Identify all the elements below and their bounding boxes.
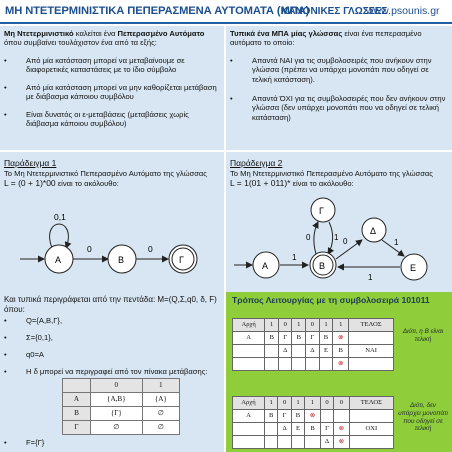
run-row <box>233 345 394 358</box>
intro-bold: Μη Ντετερμινιστικό <box>4 29 74 38</box>
item-text: q0=A <box>26 350 44 359</box>
edge-label: 0 <box>343 237 348 246</box>
transition-edge <box>336 240 362 259</box>
row-state: Α <box>63 393 91 407</box>
item-text: F={Γ} <box>26 438 45 447</box>
run-cell <box>349 410 393 423</box>
run-cell <box>349 436 393 449</box>
table-row <box>63 407 180 421</box>
table-cell: {Α,Β} <box>91 393 143 407</box>
run-header: 0 <box>279 319 292 332</box>
table-cell: ∅ <box>142 421 179 435</box>
example2-line: Το Μη Ντετερμινιστικό Πεπερασμένο Αυτόματο της γλώσσας <box>230 169 433 178</box>
row-state: Β <box>63 407 91 421</box>
bullet-text: Από μία κατάσταση μπορεί να μην καθορίζεται μετάβαση με διάβασμα κάποιου συμβόλου <box>26 83 217 102</box>
run-row <box>233 332 394 345</box>
intro-mid: καλείται ένα <box>73 29 118 38</box>
table-corner <box>63 379 91 393</box>
loop-edge <box>50 224 69 248</box>
bullet-text: Είναι δυνατός οι ε-μεταβάσεις (μεταβάσεις χωρίς διάβασμα κάποιου συμβόλου) <box>26 110 189 129</box>
example1-language <box>4 178 119 188</box>
edge-label: 1 <box>394 238 399 247</box>
language-end: είναι το ακόλουθο: <box>55 179 119 188</box>
run-cell <box>265 358 279 371</box>
run-header: Αρχή <box>233 319 265 332</box>
run-cell <box>233 345 265 358</box>
run-cell: Γ <box>306 332 319 345</box>
run-cell <box>264 423 278 436</box>
operation-title: Τρόπος Λειτουργίας με τη συμβολοσειρά 101011 <box>232 295 430 305</box>
state-label: Α <box>55 255 62 265</box>
table-header: 0 <box>91 379 143 393</box>
edge-label: 0 <box>87 244 92 254</box>
definition-intro <box>4 29 220 48</box>
item-text: Q={A,B,Γ}, <box>26 316 63 325</box>
edge-label: 1 <box>334 233 339 242</box>
run-header-row <box>233 319 394 332</box>
run-cell: Δ <box>279 345 292 358</box>
run-cell <box>306 358 319 371</box>
state-label: Γ <box>179 255 184 265</box>
example2-title: Παράδειγμα 2 <box>230 158 283 168</box>
run-cell <box>265 345 279 358</box>
run-cell <box>292 358 306 371</box>
bullet-text: Από μία κατάσταση μπορεί να μεταβαίνουμε σε διαφορετικές καταστάσεις με το ίδιο σύμβολο <box>26 56 185 75</box>
run-header: 1 <box>333 319 349 332</box>
run-row <box>233 423 394 436</box>
run-header: 1 <box>305 397 321 410</box>
table-cell: ∅ <box>142 407 179 421</box>
run-row <box>233 358 394 371</box>
state-label: Β <box>319 261 326 271</box>
run-header: 1 <box>291 397 305 410</box>
table-cell: {Α} <box>142 393 179 407</box>
example1-line: Το Μη Ντετερμινιστικό Πεπερασμένο Αυτόματο της γλώσσας <box>4 169 207 178</box>
intro-bold: Τυπικά ένα ΜΠΑ μίας γλώσσας <box>230 29 343 38</box>
page-header <box>0 0 452 24</box>
run-cell <box>349 358 394 371</box>
run-result: ΝΑΙ <box>349 345 394 358</box>
edge-label: 1 <box>292 253 297 262</box>
example1-title: Παράδειγμα 1 <box>4 158 57 168</box>
run-cell: ⊗ <box>334 423 350 436</box>
run-cell: Δ <box>278 423 291 436</box>
run-header: 1 <box>264 397 278 410</box>
run-cell <box>305 436 321 449</box>
run-cell: Β <box>305 423 321 436</box>
run-header: 1 <box>292 319 306 332</box>
definition-panel: Μη Ντετερμινιστικό καλείται ένα Πεπερασμένο Αυτόματο όπου συμβαίνει τουλάχιστον ένα από τα εξής: • Από μία κατάσταση μπορεί να μεταβαίνουμε σε διαφορετικές καταστάσεις με το ίδιο σύμβολο • Από μία κατάσταση μπορεί να μην καθορίζεται μετάβαση με διάβασμα κάποιου συμβόλου • Είναι δυνατός οι ε-μεταβάσεις (μεταβάσεις χωρίς διάβασμα κάποιου συμβόλου) <box>0 26 224 150</box>
run-cell: Α <box>233 410 265 423</box>
example2-panel <box>226 152 452 292</box>
page-title: ΜΗ ΝΤΕΤΕΡΜΙΝΙΣΤΙΚΑ ΠΕΠΕΡΑΣΜΕΝΑ ΑΥΤΟΜΑΤΑ (ΜΠΑ) <box>5 5 310 17</box>
run-cell: ⊗ <box>333 332 349 345</box>
run-header: 0 <box>334 397 350 410</box>
run-header: 1 <box>319 319 333 332</box>
run-cell <box>291 436 305 449</box>
edge-label: 0,1 <box>54 212 66 222</box>
run-header: 1 <box>265 319 279 332</box>
run-cell: Β <box>291 410 305 423</box>
transition-edge <box>314 222 318 254</box>
run-cell <box>279 358 292 371</box>
run-header: Αρχή <box>233 397 265 410</box>
run-explanation: Διότι, η Β είναι τελική <box>402 328 444 343</box>
run-cell <box>233 423 265 436</box>
run-cell: Ε <box>319 345 333 358</box>
run-cell: Α <box>233 332 265 345</box>
language-expr: L = (0 + 1)*00 <box>4 178 56 188</box>
run-cell: Β <box>333 345 349 358</box>
intro-bold2: Πεπερασμένο Αυτόματο <box>117 29 205 38</box>
run-cell: ⊗ <box>333 358 349 371</box>
language-end: είναι το ακόλουθο: <box>290 179 354 188</box>
run-cell: Β <box>265 332 279 345</box>
row-state: Γ <box>63 421 91 435</box>
run-header: 0 <box>320 397 333 410</box>
run-cell: ⊗ <box>334 436 350 449</box>
state-label: Γ <box>319 206 324 216</box>
run-cell: ⊗ <box>305 410 321 423</box>
bullet-text: Απαντά ΌΧΙ για τις συμβολοσειρές που δεν ανήκουν στην γλώσσα (δεν υπάρχει μονοπάτι που να οδηγεί σε τελική κατάσταση) <box>252 94 446 122</box>
operation-panel <box>226 292 452 452</box>
table-cell: ∅ <box>91 421 143 435</box>
transition-edge <box>382 240 404 256</box>
run-header-row <box>233 397 394 410</box>
table-header: 1 <box>142 379 179 393</box>
run-cell: Β <box>319 332 333 345</box>
run-cell <box>233 436 265 449</box>
item-text: Η δ μπορεί να περιγραφεί από τον πίνακα μετάβασης: <box>26 367 208 376</box>
bullet-text: Απαντά ΝΑΙ για τις συμβολοσειρές που ανήκουν στην γλώσσα (πρέπει να υπάρχει μονοπάτι που οδηγεί σε τελική κατάσταση). <box>252 56 432 84</box>
run-cell <box>319 358 333 371</box>
run-cell <box>278 436 291 449</box>
run-explanation: Διότι, δεν υπάρχει μονοπάτι που οδηγεί σε τελική <box>398 402 448 433</box>
run-row <box>233 436 394 449</box>
edge-label: 1 <box>368 273 373 282</box>
example1-panel: Παράδειγμα 1 Το Μη Ντετερμινιστικό Πεπερασμένο Αυτόματο της γλώσσας L = (0 + 1)*00 είναι το ακόλουθο: Α Β Γ 0,1 0 0 Και τυπικά περιγράφεται από την πεντάδα: M=(Q,Σ,q0, δ, F) όπου: • Q={A,B,Γ}, • Σ={0,1}, • q0=A • Η δ μπορεί να περιγραφεί από τον πίνακα μετάβασης: 0 1 Α {Α,Β} {Α} Β {Γ} ∅ Γ ∅ ∅ • F={Γ} <box>0 152 224 452</box>
run-cell: Γ <box>320 423 333 436</box>
run-cell <box>292 345 306 358</box>
nfa-intro <box>230 29 446 48</box>
language-expr: L = 1(01 + 011)* <box>230 178 291 188</box>
run-cell <box>233 358 265 371</box>
run-cell <box>334 410 350 423</box>
run-cell: Γ <box>278 410 291 423</box>
run-header: 0 <box>278 397 291 410</box>
site-link[interactable]: www.psounis.gr <box>366 5 440 17</box>
run-header: 0 <box>306 319 319 332</box>
item-text: Σ={0,1}, <box>26 333 53 342</box>
run-cell: Β <box>264 410 278 423</box>
table-row <box>63 421 180 435</box>
table-row <box>63 393 180 407</box>
state-label: Α <box>262 261 269 271</box>
intro-end: όπου συμβαίνει τουλάχιστον ένα από τα εξής: <box>4 38 157 48</box>
edge-label: 0 <box>148 244 153 254</box>
run-header: ΤΕΛΟΣ <box>349 397 393 410</box>
example1-desc: Και τυπικά περιγράφεται από την πεντάδα: M=(Q,Σ,q0, δ, F) όπου: <box>4 295 217 314</box>
run-row <box>233 410 394 423</box>
run-cell: Δ <box>320 436 333 449</box>
table-cell: {Γ} <box>91 407 143 421</box>
transition-edge <box>328 222 333 254</box>
example2-language <box>230 178 354 188</box>
run-cell <box>264 436 278 449</box>
run-cell <box>320 410 333 423</box>
example1-automaton <box>0 188 224 288</box>
run-cell: Ε <box>291 423 305 436</box>
example2-automaton <box>226 188 452 292</box>
run-table-reject <box>232 396 394 449</box>
intro-end: είναι ένα πεπερασμένο αυτόματο το οποίο: <box>230 29 422 48</box>
run-cell: Β <box>292 332 306 345</box>
state-label: Ε <box>410 263 417 273</box>
run-cell <box>349 332 394 345</box>
transition-table <box>62 378 180 435</box>
edge-label: 0 <box>306 233 311 242</box>
run-cell: Γ <box>279 332 292 345</box>
page-subtitle: ΚΑΝΟΝΙΚΕΣ ΓΛΩΣΣΕΣ <box>281 6 388 17</box>
state-label: Β <box>118 255 125 265</box>
run-cell: Δ <box>306 345 319 358</box>
state-label: Δ <box>370 226 377 236</box>
nfa-language-panel: Τυπικά ένα ΜΠΑ μίας γλώσσας είναι ένα πεπερασμένο αυτόματο το οποίο: • Απαντά ΝΑΙ για τις συμβολοσειρές που ανήκουν στην γλώσσα (πρέπει να υπάρχει μονοπάτι που οδηγεί σε τελική κατάσταση). • Απαντά ΌΧΙ για τις συμβολοσειρές που δεν ανήκουν στην γλώσσα (δεν υπάρχει μονοπάτι που να οδηγεί σε τελική κατάσταση) <box>226 26 452 150</box>
run-header: ΤΕΛΟΣ <box>349 319 394 332</box>
run-table-accept <box>232 318 394 371</box>
run-result: ΟΧΙ <box>349 423 393 436</box>
